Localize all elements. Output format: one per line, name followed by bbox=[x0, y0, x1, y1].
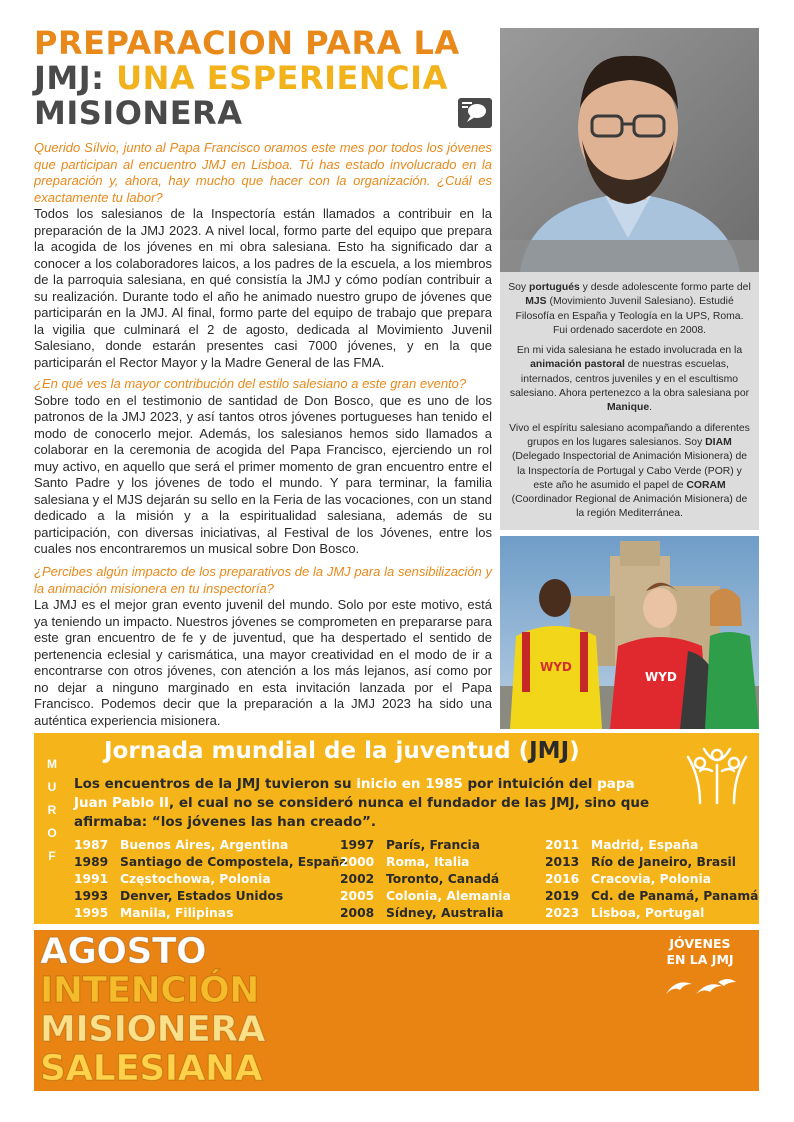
jmj-years-col-1 bbox=[74, 837, 348, 922]
jmj-entry: 2023 Lisboa, Portugal bbox=[545, 906, 705, 920]
portrait-illustration bbox=[500, 28, 759, 272]
question-3: ¿Percibes algún impacto de los preparativos de la JMJ para la sensibilización y la animación misionera en tu inspectoría? bbox=[34, 564, 492, 596]
banner-tag-line-2: EN LA JMJ bbox=[666, 952, 734, 967]
forum-intro: Los encuentros de la JMJ tuvieron su inicio en 1985 por intuición del papa Juan Pablo II, el cual no se consideró nunca el fundador de las JMJ, sino que afirmaba: “los jóvenes las han creado”. bbox=[74, 776, 650, 830]
interview-block-3 bbox=[34, 564, 492, 729]
interview-block-1 bbox=[34, 140, 492, 371]
answer-2: Sobre todo en el testimonio de santidad de Don Bosco, que es uno de los patronos de la JMJ 2023, y así tantos otros jóvenes portugueses han tenido el modo de conocerlo mejor. Además, los salesianos hemos sido llamados a colaborar en la ceremonia de acogida del Papa Francisco, ejerciendo un rol muy activo, en aquello que será el primer momento de gran encuentro entre el Santo Padre y los jóvenes de todo el mundo. Y para terminar, la familia salesiana y el MJS dejarán su sello en la Feria de las vocaciones, con un stand dedicado a la misión y a la espiritualidad salesiana, además de su participación, con diversas iniciativas, al Festival de los Jóvenes, entre los cuales nos encontraremos un musical sobre Don Bosco. bbox=[34, 392, 492, 556]
jmj-entry: 1997 París, Francia bbox=[340, 838, 481, 852]
jmj-entry: 2002 Toronto, Canadá bbox=[340, 872, 500, 886]
answer-1: Todos los salesianos de la Inspectoría están llamados a contribuir en la preparación de la JMJ 2023. A nivel local, formo parte del equipo que prepara la acogida de los jóvenes en mi obra salesiana. Esto ha significado dar a conocer a los colaboradores laicos, a los padres de la escuela, a los miembros de la parroquia salesiana, en qué consistía la JMJ y cómo podían contribuir a su realización. Durante todo el año he animado nuestro grupo de jóvenes que participarán en la JMJ. Al final, formo parte del equipo de trabajo que prepara la vigilia que culminará el 2 de agosto, dedicada al Movimiento Juvenil Salesiano, donde estarán presentes casi 7000 jóvenes, y en la que participarán el Rector Mayor y la Madre General de las FMA. bbox=[34, 206, 492, 370]
jmj-entry: 1993 Denver, Estados Unidos bbox=[74, 889, 284, 903]
title-line-3: MISIONERA bbox=[34, 94, 243, 132]
banner-line-4: SALESIANA bbox=[40, 1048, 262, 1089]
banner-tag-line-1: JÓVENES bbox=[669, 936, 731, 951]
page-title bbox=[34, 26, 474, 131]
dove-wave-icon bbox=[662, 974, 738, 1000]
jmj-years-col-3 bbox=[545, 837, 758, 922]
jmj-entry: 1991 Częstochowa, Polonia bbox=[74, 872, 271, 886]
jmj-entry: 1995 Manila, Filipinas bbox=[74, 906, 234, 920]
title-jmj: JMJ: bbox=[34, 59, 105, 97]
interview-block-2 bbox=[34, 376, 492, 558]
banner-line-3: MISIONERA bbox=[40, 1009, 265, 1050]
jmj-entry: 2005 Colonia, Alemania bbox=[340, 889, 511, 903]
bio-paragraph-3: Vivo el espíritu salesiano acompañando a diferentes grupos en los lugares salesianos. Soy DIAM (Delegado Inspectorial de Animación Misionera) de la Inspectoría de Portugal y Cabo Verde (POR) y este año he asumido el papel de CORAM (Coordinador Regional de Animación Misionera) de la región Mediterránea. bbox=[509, 422, 750, 520]
title-line-1: PREPARACION PARA LA bbox=[34, 24, 460, 62]
banner-tag bbox=[655, 936, 745, 1000]
jmj-entry: 2008 Sídney, Australia bbox=[340, 906, 504, 920]
group-photo-illustration bbox=[500, 536, 759, 729]
banner-line-2: INTENCIÓN bbox=[40, 970, 259, 1011]
jmj-years-col-2 bbox=[340, 837, 511, 922]
jmj-entry: 2016 Cracovia, Polonia bbox=[545, 872, 711, 886]
portrait-photo bbox=[500, 28, 759, 272]
jmj-entry: 2000 Roma, Italia bbox=[340, 855, 470, 869]
jmj-entry: 2019 Cd. de Panamá, Panamá bbox=[545, 889, 759, 903]
answer-3: La JMJ es el mejor gran evento juvenil del mundo. Solo por este motivo, está ya teniendo un impacto. Nuestros jóvenes se comprometen en prepararse para este gran encuentro de fe y de juventud, que ha despertado el sentido de pertenencia eclesial y carismática, una mayor creatividad en el modo de ir a encontrarse con otros jóvenes, con atención a los más lejanos, así como por no dejar a ninguno marginado en esta invitación lanzada por el Papa Francisco. Podemos decir que la preparación a la JMJ 2023 ha sido una auténtica experiencia misionera. bbox=[34, 597, 492, 728]
group-photo bbox=[500, 536, 759, 729]
jmj-entry: 1987 Buenos Aires, Argentina bbox=[74, 838, 289, 852]
question-1: Querido Sílvio, junto al Papa Francisco oramos este mes por todos los jóvenes que participan al encuentro JMJ en Lisboa. Tú has estado involucrado en la preparación y, ahora, hay mucho que hacer con la organización. ¿Cuál es exactamente tu labor? bbox=[34, 140, 492, 205]
shirt-label-2: WYD bbox=[645, 670, 677, 684]
forum-title: Jornada mundial de la juventud (JMJ) bbox=[104, 738, 580, 764]
bio-paragraph-1: Soy portugués y desde adolescente formo parte del MJS (Movimiento Juvenil Salesiano). Estudié Filosofía en España y Teología en la UPS, Roma. Fui ordenado sacerdote en 2008. bbox=[508, 282, 751, 336]
bio-box bbox=[500, 272, 759, 530]
question-2: ¿En qué ves la mayor contribución del estilo salesiano a este gran evento? bbox=[34, 376, 467, 391]
forum-side-label: M U R O F bbox=[47, 757, 57, 863]
jmj-entry: 2011 Madrid, España bbox=[545, 838, 699, 852]
bio-paragraph-2: En mi vida salesiana he estado involucrada en la animación pastoral de nuestras escuelas, internados, centros juveniles y en el escultismo salesiano. Ahora pertenezco a la obra salesiana por Manique. bbox=[509, 345, 750, 414]
chat-bubble-icon bbox=[458, 98, 492, 128]
banner-line-1: AGOSTO bbox=[40, 931, 207, 972]
title-line-2: UNA ESPERIENCIA bbox=[116, 59, 448, 97]
jmj-entry: 1989 Santiago de Compostela, España bbox=[74, 855, 348, 869]
intention-banner bbox=[34, 930, 759, 1091]
forum-box bbox=[34, 733, 759, 924]
banner-heading bbox=[40, 932, 265, 1088]
people-group-icon bbox=[684, 741, 750, 807]
jmj-entry: 2013 Río de Janeiro, Brasil bbox=[545, 855, 736, 869]
shirt-label-1: WYD bbox=[540, 660, 572, 674]
